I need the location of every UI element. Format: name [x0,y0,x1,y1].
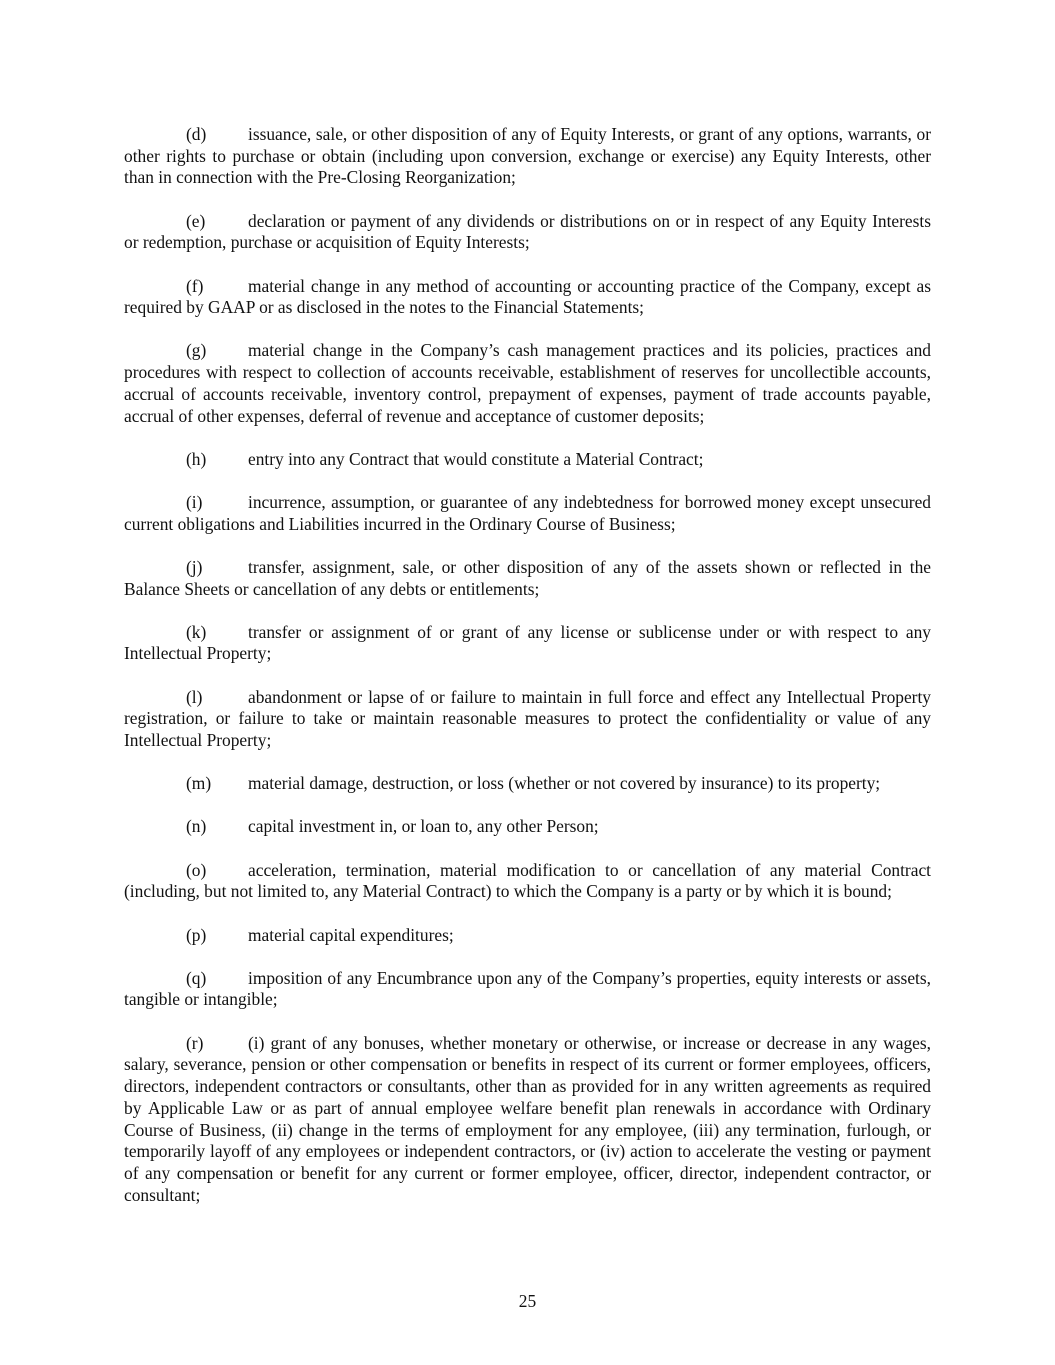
clause-label: (i) [186,491,203,512]
clause-p [124,925,931,947]
clause-g [124,340,931,427]
clause-f [124,276,931,319]
clause-text: material damage, destruction, or loss (whether or not covered by insurance) to its property; [248,773,881,794]
clause-label: (j) [186,556,203,577]
clause-q [124,968,931,1011]
clause-label: (n) [186,816,207,837]
clause-l [124,687,931,752]
clause-i [124,492,931,535]
clause-j [124,557,931,600]
clause-label: (o) [186,859,207,880]
clause-o [124,860,931,903]
clause-label: (q) [186,967,207,988]
clause-n [124,816,931,838]
clause-text: incurrence, assumption, or guarantee of any indebtedness for borrowed money except unsecured current obligations and Liabilities incurred in the Ordinary Course of Business; [124,491,931,534]
clause-label: (k) [186,621,207,642]
clause-text: entry into any Contract that would constitute a Material Contract; [248,448,704,469]
clause-text: capital investment in, or loan to, any other Person; [248,816,599,837]
clause-r [124,1033,931,1207]
clause-label: (h) [186,448,207,469]
clause-h [124,449,931,471]
clause-text: transfer or assignment of or grant of any license or sublicense under or with respect to any Intellectual Property; [124,621,931,664]
clause-label: (p) [186,924,207,945]
clause-text: imposition of any Encumbrance upon any of the Company’s properties, equity interests or assets, tangible or intangible; [124,967,931,1010]
clause-e [124,211,931,254]
clause-text: (i) grant of any bonuses, whether monetary or otherwise, or increase or decrease in any wages, salary, severance, pension or other compensation or benefits in respect of its current or former employees, officers, directors, independent contractors or consultants, other than as provided for in any written agreements as required by Applicable Law or as part of annual employee welfare benefit plan renewals in accordance with Ordinary Course of Business, (ii) change in the terms of employment for any employee, (iii) any termination, furlough, or temporarily layoff of any employees or independent contractors, or (iv) action to accelerate the vesting or payment of any compensation or benefit for any current or former employee, officer, director, independent contractor, or consultant; [124,1032,931,1205]
clause-text: acceleration, termination, material modification to or cancellation of any material Contract (including, but not limited to, any Material Contract) to which the Company is a party or by which it is bound; [124,859,931,902]
clause-m [124,773,931,795]
clause-text: transfer, assignment, sale, or other disposition of any of the assets shown or reflected in the Balance Sheets or cancellation of any debts or entitlements; [124,556,931,599]
clause-label: (l) [186,686,203,707]
clause-text: declaration or payment of any dividends or distributions on or in respect of any Equity Interests or redemption, purchase or acquisition of Equity Interests; [124,210,931,253]
clause-label: (e) [186,210,206,231]
clause-text: abandonment or lapse of or failure to maintain in full force and effect any Intellectual Property registration, or failure to take or maintain reasonable measures to protect the confidentiality or value of any Intellectual Property; [124,686,931,751]
clause-text: material change in the Company’s cash management practices and its policies, practices and procedures with respect to collection of accounts receivable, establishment of reserves for uncollectible accounts, accrual of accounts receivable, inventory control, prepayment of expenses, payment of trade accounts payable, accrual of other expenses, deferral of revenue and acceptance of customer deposits; [124,340,931,426]
clause-text: material change in any method of accounting or accounting practice of the Company, except as required by GAAP or as disclosed in the notes to the Financial Statements; [124,275,931,318]
clause-label: (f) [186,275,204,296]
clause-text: issuance, sale, or other disposition of any of Equity Interests, or grant of any options, warrants, or other rights to purchase or obtain (including upon conversion, exchange or exercise) any Equity Interests, other than in connection with the Pre-Closing Reorganization; [124,124,931,188]
clause-label: (r) [186,1032,204,1053]
clause-label: (m) [186,773,212,794]
page-number: 25 [518,1291,537,1311]
clause-label: (d) [186,124,207,144]
clause-text: material capital expenditures; [248,924,454,945]
document-body [124,124,931,1228]
clause-k [124,622,931,665]
clause-label: (g) [186,340,207,361]
clause-d [124,124,931,189]
